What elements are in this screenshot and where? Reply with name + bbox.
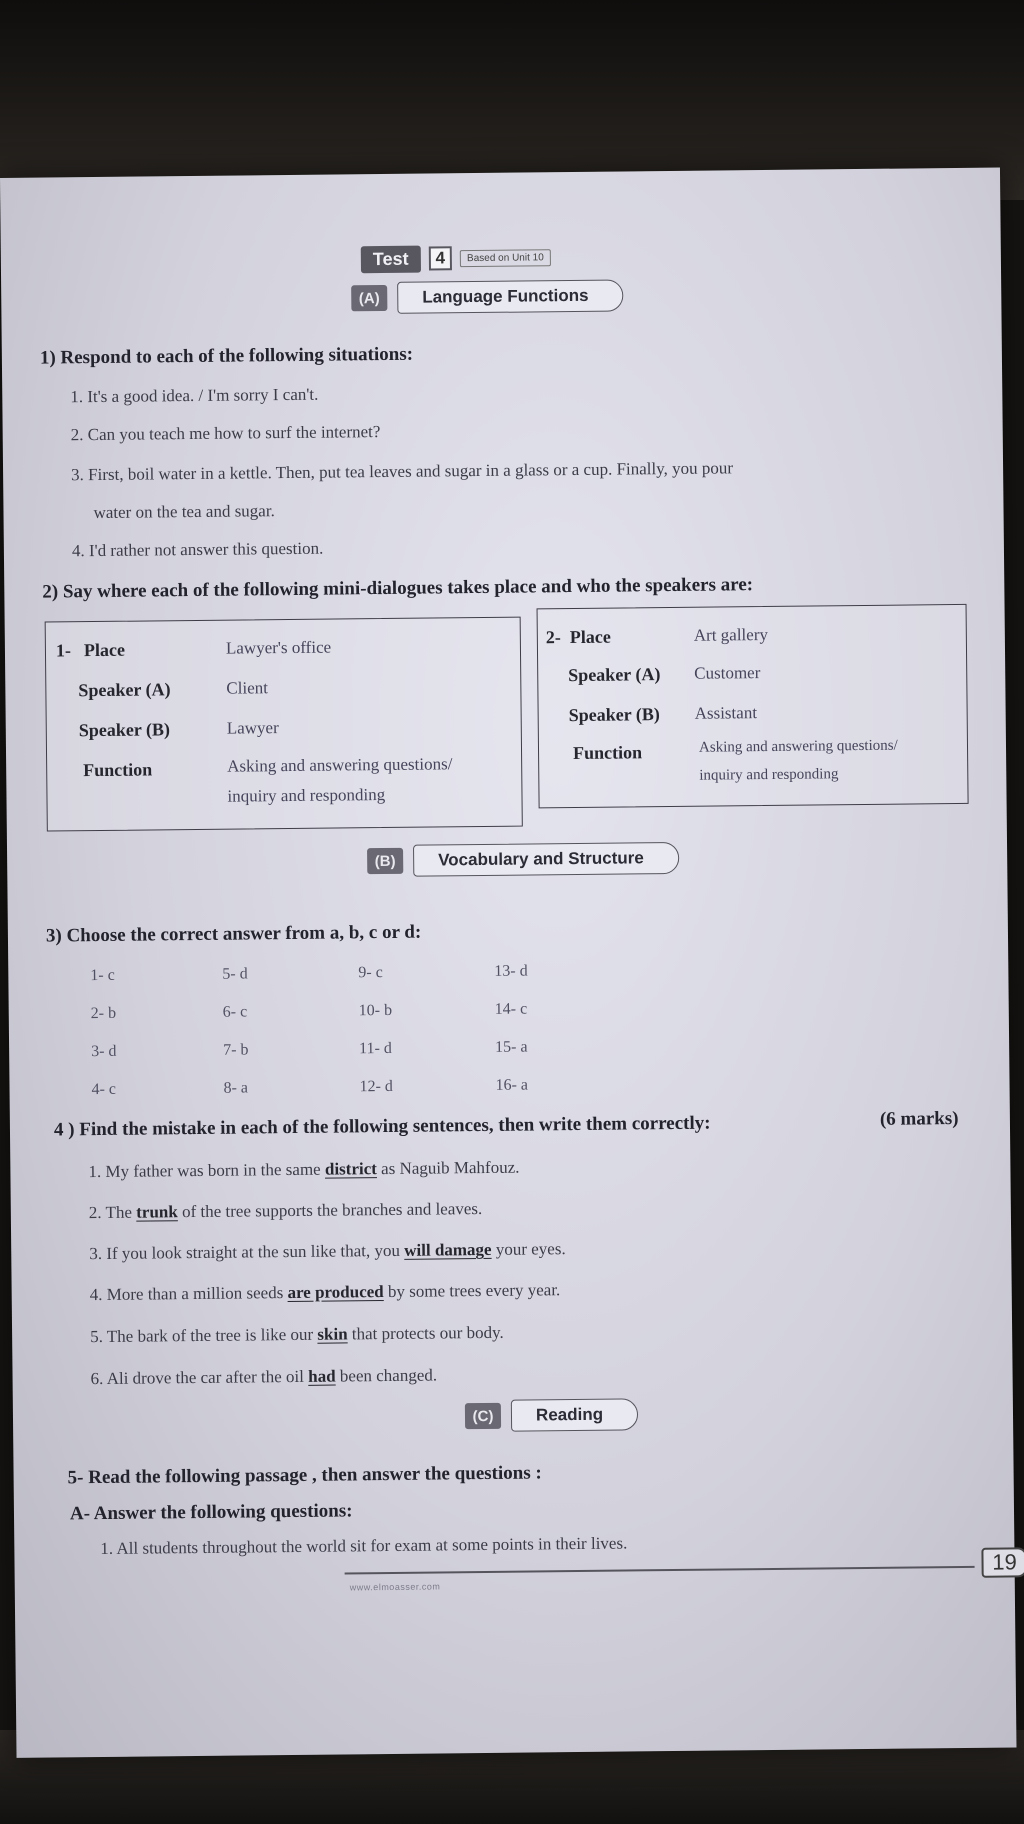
page-number: 19: [981, 1547, 1024, 1577]
q3-heading: 3) Choose the correct answer from a, b, c or d:: [45, 921, 422, 947]
q3-answer: 15- a: [495, 1038, 528, 1056]
q3-answer: 3- d: [91, 1042, 117, 1061]
test-number: 4: [428, 246, 452, 270]
q1-item-4: 4. I'd rather not answer this question.: [71, 538, 324, 561]
q5-subheading: A- Answer the following questions:: [69, 1500, 353, 1525]
section-c-header: [465, 1397, 638, 1433]
q4-heading: 4 ) Find the mistake in each of the following sentences, then write them correctly:: [53, 1112, 711, 1141]
q3-answer: 6- c: [222, 1003, 248, 1021]
q1-item-3-cont: water on the tea and sugar.: [93, 501, 275, 523]
box2-speaker-b-key: Speaker (B): [568, 704, 660, 726]
underlined-word: trunk: [136, 1202, 178, 1222]
q3-answer: 8- a: [223, 1079, 249, 1097]
section-b-letter: (B): [367, 848, 403, 874]
box2-speaker-a-key: Speaker (A): [568, 664, 661, 686]
underlined-word: skin: [317, 1324, 348, 1344]
section-c-label: Reading: [511, 1398, 638, 1431]
q3-answer: 14- c: [494, 1000, 528, 1018]
q5-item-1: 1. All students throughout the world sit for exam at some points in their lives.: [100, 1533, 628, 1559]
section-b-header: [367, 841, 679, 878]
underlined-word: had: [308, 1366, 336, 1386]
q1-item-2: 2. Can you teach me how to surf the internet?: [70, 422, 381, 445]
section-a-label: Language Functions: [397, 279, 624, 313]
q3-answer: 16- a: [495, 1076, 529, 1094]
q4-item-4: 4. More than a million seeds are produced by some trees every year.: [89, 1280, 561, 1305]
box2-place: Art gallery: [693, 624, 769, 645]
q3-answer: 5- d: [222, 965, 248, 983]
box1-speaker-b: Lawyer: [226, 718, 279, 738]
q3-answer: 9- c: [358, 964, 383, 982]
box1-speaker-a: Client: [226, 678, 269, 698]
section-b-label: Vocabulary and Structure: [413, 842, 679, 877]
box2-function-key: Function: [572, 742, 643, 764]
q4-item-2: 2. The trunk of the tree supports the branches and leaves.: [88, 1199, 483, 1223]
worksheet-page: [0, 168, 1016, 1758]
q2-heading: 2) Say where each of the following mini-dialogues takes place and who the speakers are:: [42, 574, 754, 603]
footer-line: [345, 1566, 975, 1575]
q1-heading: 1) Respond to each of the following situations:: [39, 343, 414, 369]
q3-answer: 12- d: [359, 1077, 393, 1096]
box2-function-line2: inquiry and responding: [699, 766, 839, 784]
q4-marks: (6 marks): [879, 1108, 959, 1130]
section-c-letter: (C): [465, 1403, 501, 1429]
box2-speaker-a: Customer: [694, 663, 761, 683]
box2-function-line1: Asking and answering questions/: [698, 737, 898, 756]
box2-number: 2-: [545, 627, 561, 648]
section-a-header: [351, 278, 624, 315]
box1-function-line2: inquiry and responding: [227, 785, 386, 806]
q3-answer: 2- b: [90, 1004, 117, 1023]
q3-answer: 10- b: [358, 1001, 393, 1020]
underlined-word: will damage: [404, 1239, 492, 1260]
q1-item-3: 3. First, boil water in a kettle. Then, put tea leaves and sugar in a glass or a cup. Finally, you pour: [71, 458, 734, 485]
based-on-label: Based on Unit 10: [460, 249, 551, 267]
q4-item-5: 5. The bark of the tree is like our skin that protects our body.: [90, 1322, 504, 1347]
box1-speaker-b-key: Speaker (B): [78, 719, 171, 741]
box2-speaker-b: Assistant: [694, 703, 758, 723]
q4-item-1: 1. My father was born in the same district as Naguib Mahfouz.: [88, 1157, 520, 1182]
q3-answer: 1- c: [90, 966, 115, 985]
box1-place-key: Place: [83, 639, 126, 661]
underlined-word: district: [324, 1159, 377, 1179]
box2-place-key: Place: [569, 626, 611, 648]
q5-heading: 5- Read the following passage , then answer the questions :: [67, 1462, 542, 1489]
box1-place: Lawyer's office: [225, 637, 332, 658]
box1-function-key: Function: [83, 759, 153, 781]
section-a-letter: (A): [351, 285, 387, 311]
underlined-word: are produced: [287, 1282, 384, 1303]
q4-item-6: 6. Ali drove the car after the oil had been changed.: [90, 1365, 438, 1389]
q1-item-1: 1. It's a good idea. / I'm sorry I can't.: [70, 384, 319, 407]
box1-speaker-a-key: Speaker (A): [78, 679, 171, 701]
dialogue-box-1: [45, 617, 523, 832]
box1-function-line1: Asking and answering questions/: [227, 754, 453, 776]
test-label: Test: [361, 245, 421, 273]
q3-answer: 4- c: [91, 1080, 117, 1099]
q4-item-3: 3. If you look straight at the sun like that, you will damage your eyes.: [89, 1239, 566, 1264]
q3-answer: 7- b: [223, 1041, 249, 1059]
test-title: [361, 242, 611, 275]
dialogue-box-2: [537, 604, 969, 808]
box1-number: 1-: [55, 640, 72, 661]
footer-url: www.elmoasser.com: [349, 1581, 441, 1593]
q3-answer: 13- d: [494, 962, 528, 980]
q3-answer: 11- d: [359, 1039, 392, 1058]
